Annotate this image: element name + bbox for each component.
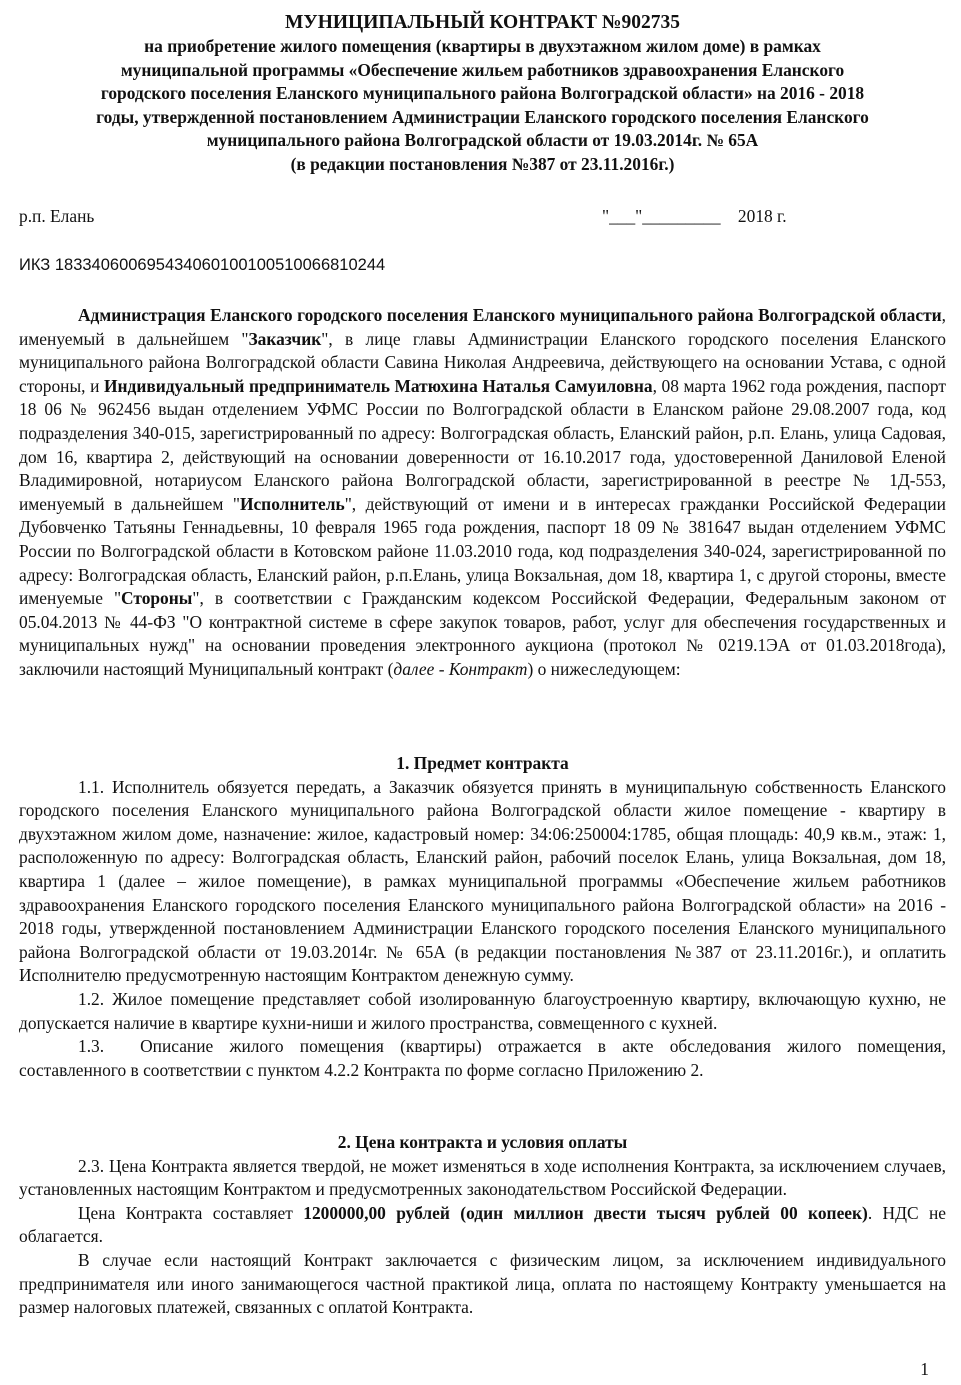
clause-1-2 xyxy=(19,988,946,1035)
preamble-text: , 08 марта 1962 года рождения, паспорт 18 06 № 962456 выдан отделением УФМС России по Волгоградской области в Еланском районе 29.08.2007 года, код подразделения 340-015, зарегистрированный по адресу: Волгоградская область, Еланский район, р.п. Елань, улица Садовая, дом 16, квартира 2, действующий на основании доверенности от 16.10.2017 года, удостоверенной Даниловой Еленой Владимировной, нотариусом Еланского района Волгоградской области, зарегистрированной в реестре № 1Д-553, именуемый в дальнейшем " xyxy=(19,375,946,514)
clause-text: Исполнитель обязуется передать, а Заказчик обязуется принять в муниципальную собственность Еланского городского поселения Еланского муниципального района Волгоградской области жилое помещение - квартиру в двухэтажном жилом доме, назначение: жилое, кадастровый номер: 34:06:250004:1785, общая площадь: 40,9 кв.м., этаж: 1, расположенную по адресу: Волгоградская область, Еланский район, рабочий поселок Елань, улица Вокзальная, дом 18, квартира 1 (далее – жилое помещение), в рамках муниципальной программы «Обеспечение жильем работников здравоохранения Еланского городского поселения Еланского муниципального района Волгоградской области» на 2016 - 2018 годы, утвержденной постановлением Администрации Еланского городского поселения Еланского муниципального района Волгоградской области от 19.03.2014г. № 65А (в редакции постановления №387 от 23.11.2016г.), и оплатить Исполнителю предусмотренную настоящим Контрактом денежную сумму. xyxy=(19,776,946,986)
clause-number: 1.2. xyxy=(78,988,105,1009)
page-number: 1 xyxy=(920,1359,929,1379)
clause-2-3 xyxy=(19,1155,946,1202)
preamble-text: ", в соответствии с Гражданским кодексом Российской Федерации, Федеральным законом от 05.04.2013 № 44-ФЗ "О контрактной системе в сфере закупок товаров, работ, услуг для обеспечения государственных и муниципальных нужд" на основании проведения электронного аукциона (протокол № 0219.1ЭА от 01.03.2018года), заключили настоящий Муниципальный контракт ( xyxy=(19,588,946,679)
section-title: 1. Предмет контракта xyxy=(396,753,569,773)
tax-deduction-paragraph: В случае если настоящий Контракт заключается с физическим лицом, за исключением индивидуального предпринимателя или иного занимающегося частной практикой лица, оплата по настоящему Контракту уменьшается на размер налоговых платежей, связанных с оплатой Контракта. xyxy=(19,1249,946,1318)
preamble-text: ", в лице главы Администрации Еланского городского поселения Еланского муниципального района Волгоградской области Савина Николая Андреевича, действующего на основании Устава, с одной стороны, и xyxy=(19,328,946,396)
preamble-text: ) о нижеследующем: xyxy=(527,658,681,679)
clause-text: Цена Контракта является твердой, не может изменяться в ходе исполнения Контракта, за исключением случаев, установленных настоящим Контрактом и предусмотренных законодательством Российской Федерации. xyxy=(19,1155,946,1200)
preamble-paragraph xyxy=(19,304,946,682)
contract-alias: далее - Контракт xyxy=(393,658,528,679)
contract-price-paragraph xyxy=(19,1202,946,1249)
preamble-text: ", действующий от имени и в интересах гражданки Российской Федерации Дубовченко Татьяны Геннадьевны, 10 февраля 1965 года рождения, паспорт 18 09 № 381647 выдан отделением УФМС России по Волгоградской области в Котовском районе 11.03.2010 года, код подразделения 340-024, зарегистрированной по адресу: Волгоградская область, Еланский район, р.п.Елань, улица Вокзальная, дом 18, квартира 1, с другой стороны, вместе именуемые " xyxy=(19,493,946,609)
subtitle-line: муниципальной программы «Обеспечение жильем работников здравоохранения Еланского xyxy=(120,59,845,80)
clause-1-1 xyxy=(19,776,946,988)
clause-text: Описание жилого помещения (квартиры) отражается в акте обследования жилого помещения, составленного в соответствии с пунктом 4.2.2 Контракта по форме согласно Приложению 2. xyxy=(19,1036,946,1080)
preamble xyxy=(19,304,946,682)
contract-title: МУНИЦИПАЛЬНЫЙ КОНТРАКТ №902735 xyxy=(284,12,681,33)
customer-name: Администрация Еланского городского поселения Еланского муниципального района Волгоградской области xyxy=(78,305,942,325)
clause-number: 1.1. xyxy=(78,776,105,797)
parties-role: Стороны xyxy=(121,588,193,609)
subtitle-line: муниципального района Волгоградской области от 19.03.2014г. № 65А xyxy=(206,130,759,151)
section-subject xyxy=(19,752,946,1082)
price-lead: Цена Контракта составляет xyxy=(78,1202,304,1223)
place-date-row xyxy=(19,206,946,230)
clause-text: Жилое помещение представляет собой изолированную благоустроенную квартиру, включающую кухню, не допускается наличие в квартире кухни-ниши и жилого пространства, совмещенного с кухней. xyxy=(19,988,946,1033)
vat-note: . НДС не облагается. xyxy=(19,1202,946,1247)
contract-price: 1200000,00 рублей (один миллион двести тысяч рублей 00 копеек) xyxy=(303,1202,868,1223)
clause-number: 1.3. xyxy=(78,1036,105,1057)
subtitle-line: годы, утвержденной постановлением Администрации Еланского городского поселения Еланского xyxy=(96,106,869,127)
section-price xyxy=(19,1131,946,1320)
executor-name: Индивидуальный предприниматель Матюхина Наталья Самуиловна xyxy=(103,375,653,396)
subtitle-line: на приобретение жилого помещения (квартиры в двухэтажном жилом доме) в рамках xyxy=(144,36,821,56)
preamble-text: , именуемый в дальнейшем " xyxy=(19,305,946,349)
document-page xyxy=(19,0,946,1379)
clause-number: 2.3. xyxy=(78,1155,105,1176)
section-title: 2. Цена контракта и условия оплаты xyxy=(337,1132,628,1152)
customer-role: Заказчик xyxy=(248,328,322,349)
signing-date: "___"_________ 2018 г. xyxy=(602,206,787,226)
procurement-id-code: ИКЗ 183340600695434060100100510066810244 xyxy=(19,256,386,274)
contract-subtitle xyxy=(19,35,946,177)
subtitle-line: городского поселения Еланского муниципального района Волгоградской области» на 2016 - 2018 xyxy=(100,83,865,104)
clause-1-3 xyxy=(19,1035,946,1082)
place-of-signing: р.п. Елань xyxy=(19,206,95,226)
subtitle-line: (в редакции постановления №387 от 23.11.2016г.) xyxy=(290,153,675,174)
executor-role: Исполнитель xyxy=(239,493,345,514)
